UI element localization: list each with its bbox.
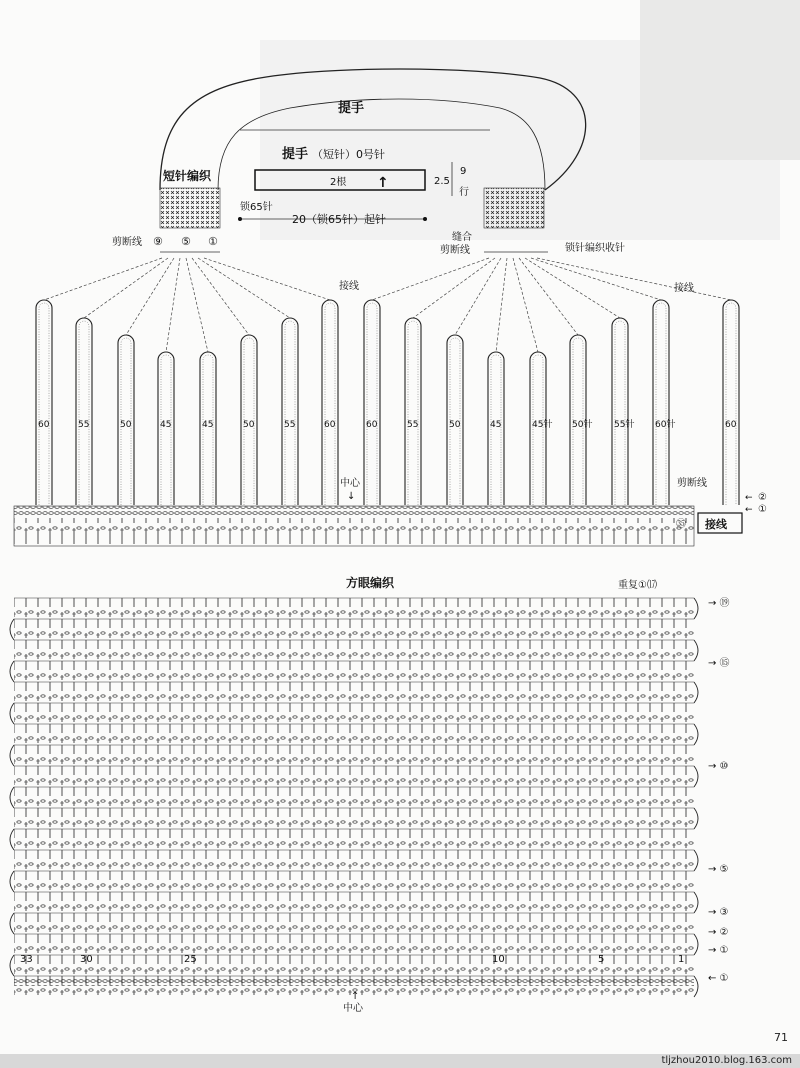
loop-label: 60 bbox=[38, 420, 50, 430]
page-number: 71 bbox=[774, 1031, 788, 1044]
mesh-row bbox=[14, 598, 698, 619]
dashed-guide bbox=[126, 258, 174, 335]
loop-label: 45针 bbox=[532, 420, 553, 430]
row-markers bbox=[708, 597, 730, 984]
mesh-row bbox=[14, 934, 698, 955]
center-bottom-arrow: ↑ bbox=[351, 991, 360, 1002]
handle-loops bbox=[36, 300, 739, 505]
handle-title: 提手 bbox=[338, 101, 365, 116]
mesh-row bbox=[10, 955, 694, 976]
handle-loop bbox=[653, 300, 675, 505]
footer-url: tljzhou2010.blog.163.com bbox=[661, 1055, 792, 1066]
mesh-row bbox=[10, 619, 694, 640]
loop-label: 55 bbox=[78, 420, 90, 430]
stitch-number: 1 bbox=[678, 954, 685, 965]
row-marker: → ③ bbox=[708, 907, 729, 918]
join-box-label: 接线 bbox=[705, 518, 727, 531]
loop-label: 60 bbox=[725, 420, 737, 430]
loop-label: 60 bbox=[366, 420, 378, 430]
handle-loop bbox=[612, 318, 634, 505]
handle-subtitle-note: （短针）0号针 bbox=[312, 148, 385, 161]
foundation-chain bbox=[14, 978, 694, 986]
dashed-guide bbox=[186, 258, 208, 352]
cut-right-label: 剪断线 bbox=[440, 245, 470, 256]
dashed-guide bbox=[496, 258, 507, 352]
dashed-guide bbox=[513, 258, 538, 352]
mesh-row bbox=[10, 661, 694, 682]
handle-loop bbox=[118, 335, 134, 505]
loop-label: 50 bbox=[449, 420, 461, 430]
handle-loop bbox=[158, 352, 174, 505]
loop-label: 50针 bbox=[572, 420, 593, 430]
loop-label: 45 bbox=[490, 420, 502, 430]
circle-9: ⑨ bbox=[153, 235, 163, 248]
handle-loop bbox=[723, 300, 739, 505]
loop-label: 45 bbox=[202, 420, 214, 430]
center-top-arrow: ↓ bbox=[347, 491, 356, 502]
dashed-guide bbox=[192, 258, 249, 335]
mesh-row bbox=[10, 829, 694, 850]
stitch-number: 10 bbox=[492, 954, 505, 965]
loop-label: 50 bbox=[243, 420, 255, 430]
row-mark-35: ㉟ bbox=[676, 519, 686, 530]
handle-rows-unit: 行 bbox=[459, 187, 469, 198]
circle-1: ① bbox=[208, 235, 218, 248]
loop-label: 60 bbox=[324, 420, 336, 430]
mesh-row bbox=[10, 703, 694, 724]
stitch-number: 25 bbox=[184, 954, 197, 965]
left-arrow-icon: ← bbox=[745, 493, 753, 503]
mesh-row bbox=[10, 871, 694, 892]
chain-label: 锁65针 bbox=[240, 202, 273, 213]
handle-loop bbox=[322, 300, 338, 505]
dashed-guide bbox=[204, 258, 330, 300]
mesh-row bbox=[14, 724, 698, 745]
row-marker: → ⑤ bbox=[708, 864, 729, 875]
dashed-guide bbox=[455, 258, 501, 335]
handle-loop bbox=[282, 318, 298, 505]
dashed-guide bbox=[537, 258, 731, 300]
mesh-row bbox=[14, 808, 698, 829]
handle-loop bbox=[241, 335, 257, 505]
join-left-label: 接线 bbox=[339, 281, 359, 292]
handle-loop bbox=[488, 352, 504, 505]
handle-loop bbox=[364, 300, 380, 505]
dashed-guide bbox=[44, 258, 162, 300]
stitch-number: 33 bbox=[20, 954, 33, 965]
handle-loop bbox=[530, 352, 552, 505]
handle-subtitle: 提手 bbox=[282, 147, 309, 162]
handle-loop bbox=[36, 300, 52, 505]
finish-label: 锁针编织收针 bbox=[565, 243, 625, 254]
sc-block-right bbox=[484, 188, 544, 228]
row-marker: ← ① bbox=[708, 973, 729, 984]
sc-label: 短针编织 bbox=[163, 169, 212, 183]
row-marker: → ② bbox=[708, 927, 729, 938]
center-top-label: 中心 bbox=[340, 478, 360, 489]
join-right-label: 接线 bbox=[674, 283, 694, 294]
mesh-row bbox=[14, 682, 698, 703]
handle-loop bbox=[447, 335, 463, 505]
loop-label: 45 bbox=[160, 420, 172, 430]
handle-height: 2.5 bbox=[434, 176, 450, 187]
stitch-number: 5 bbox=[598, 954, 605, 965]
handle-rows: 9 bbox=[460, 166, 467, 177]
mesh-row bbox=[14, 766, 698, 787]
loop-label: 55 bbox=[407, 420, 419, 430]
sew-label: 缝合 bbox=[452, 232, 472, 243]
loop-label: 55针 bbox=[614, 420, 635, 430]
handle-loop bbox=[405, 318, 421, 505]
dashed-guide bbox=[531, 258, 661, 300]
handle-width: 20（锁65针）起针 bbox=[292, 213, 386, 226]
mesh-row bbox=[10, 787, 694, 808]
dashed-guide bbox=[525, 258, 620, 318]
up-arrow-icon: ↑ bbox=[377, 175, 389, 191]
row-marker: → ⑩ bbox=[708, 761, 729, 772]
stitch-number: 30 bbox=[80, 954, 93, 965]
handle-loop bbox=[570, 335, 592, 505]
cut-loops-right: 剪断线 bbox=[677, 478, 707, 489]
loop-label: 60针 bbox=[655, 420, 676, 430]
loop-label: 50 bbox=[120, 420, 132, 430]
mesh-rows bbox=[10, 598, 698, 997]
dashed-guide bbox=[372, 258, 489, 300]
dashed-guide bbox=[166, 258, 180, 352]
mesh-row bbox=[14, 640, 698, 661]
mesh-row bbox=[10, 913, 694, 934]
mesh-title: 方眼编织 bbox=[346, 576, 395, 590]
mesh-row bbox=[14, 850, 698, 871]
mesh-repeat-label: 重复①⒄ bbox=[618, 580, 657, 591]
mesh-row bbox=[14, 892, 698, 913]
loop-label: 55 bbox=[284, 420, 296, 430]
row-marker: → ⑲ bbox=[708, 598, 730, 609]
mesh-row bbox=[10, 745, 694, 766]
row-marker: → ① bbox=[708, 945, 729, 956]
top-row-mark-2: ② bbox=[758, 492, 767, 503]
handle-box-label: 2根 bbox=[330, 177, 347, 188]
handle-loop bbox=[200, 352, 216, 505]
dashed-guide bbox=[198, 258, 290, 318]
handle-loop bbox=[76, 318, 92, 505]
center-bottom-label: 中心 bbox=[343, 1003, 363, 1014]
left-arrow-icon: ← bbox=[745, 505, 753, 515]
sc-block-left bbox=[160, 188, 220, 228]
circle-5: ⑤ bbox=[181, 235, 191, 248]
top-row-mark-1: ① bbox=[758, 504, 767, 515]
row-marker: → ⑮ bbox=[708, 658, 730, 669]
dashed-guide bbox=[519, 258, 578, 335]
cut-left-label: 剪断线 bbox=[112, 237, 142, 248]
